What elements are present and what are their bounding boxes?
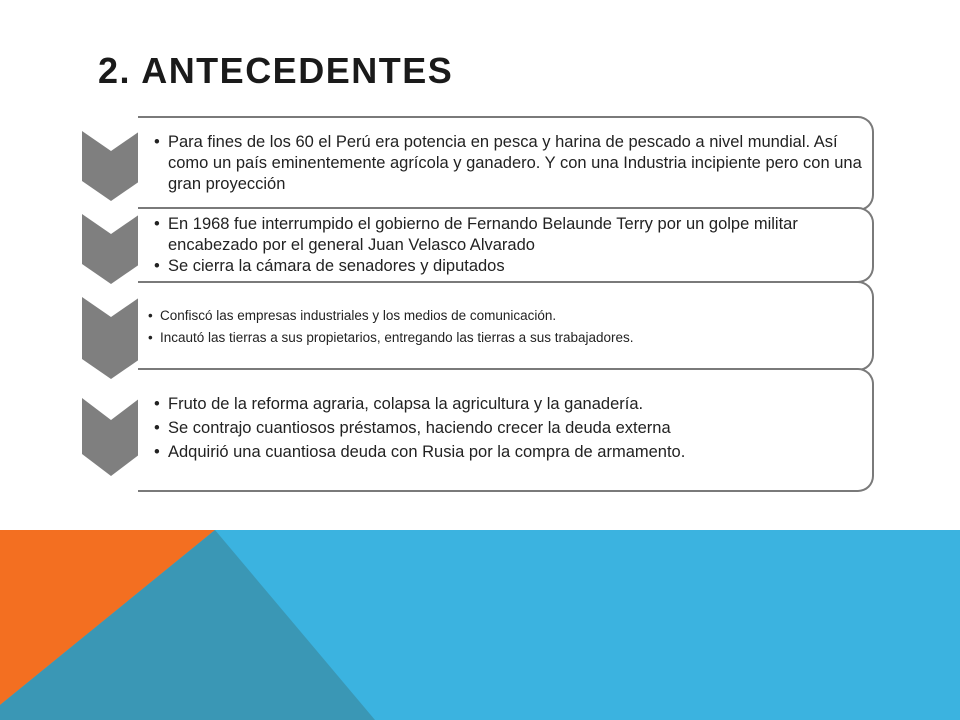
card-4 <box>138 368 874 492</box>
card-3-item-1: • Confiscó las empresas industriales y los medios de comunicación. <box>138 305 872 327</box>
card-4-list <box>138 394 872 463</box>
card-3-list <box>138 305 872 349</box>
decorative-footer-band <box>0 530 960 720</box>
card-3 <box>138 281 874 371</box>
slide-title: 2. ANTECEDENTES <box>98 50 454 91</box>
chevron-shape-3 <box>82 297 140 379</box>
card-2-item-1: • En 1968 fue interrumpido el gobierno de Fernando Belaunde Terry por un golpe militar encabezado por el general Juan Velasco Alvarado <box>138 214 872 256</box>
card-4-item-2: • Se contrajo cuantiosos préstamos, haciendo crecer la deuda externa <box>138 418 872 439</box>
chevron-shape-4 <box>82 398 140 476</box>
card-4-item-1: • Fruto de la reforma agraria, colapsa la agricultura y la ganadería. <box>138 394 872 415</box>
chevron-shape-1 <box>82 131 140 201</box>
card-1-list <box>138 132 872 195</box>
card-1 <box>138 116 874 211</box>
card-2-item-2: • Se cierra la cámara de senadores y diputados <box>138 256 872 277</box>
card-2-list <box>138 214 872 277</box>
chevron-shape-2 <box>82 214 140 284</box>
card-3-item-2: • Incautó las tierras a sus propietarios, entregando las tierras a sus trabajadores. <box>138 327 872 349</box>
card-4-item-3: • Adquirió una cuantiosa deuda con Rusia por la compra de armamento. <box>138 442 872 463</box>
card-2 <box>138 207 874 283</box>
card-1-item-1: • Para fines de los 60 el Perú era potencia en pesca y harina de pescado a nivel mundial. Así como un país eminentemente agrícola y ganadero. Y con una Industria incipiente pero con una gran proyección <box>138 132 872 195</box>
